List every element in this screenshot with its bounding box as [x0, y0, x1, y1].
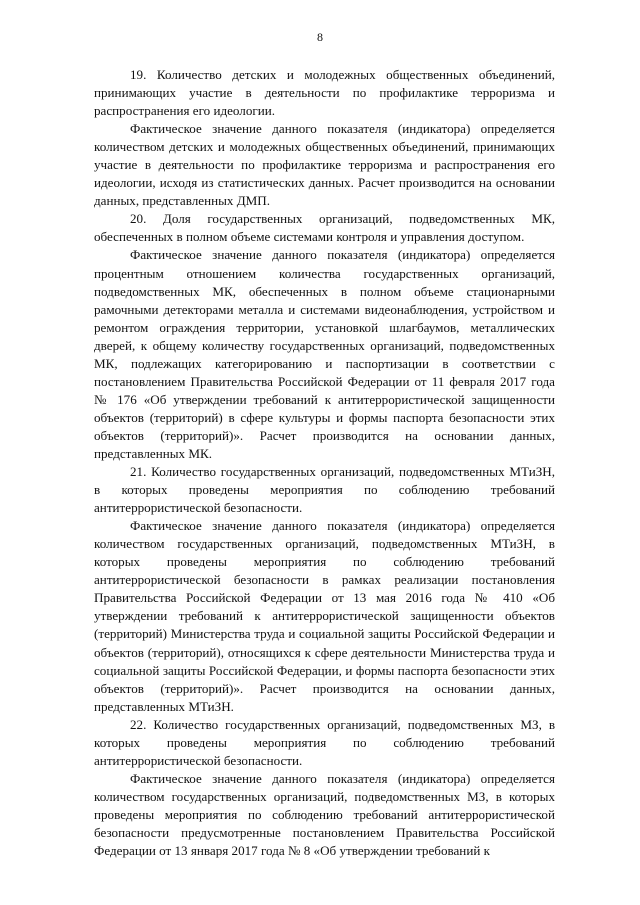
paragraph-item-21-description: Фактическое значение данного показателя (индикатора) определяется количеством государственных организаций, подведомственных МТиЗН, в которых проведены мероприятия по соблюдению требований антитеррористической безопасности в рамках реализации постановления Правительства Российской Федерации от 13 мая 2016 года № 410 «Об утверждении требований к антитеррористической защищенности объектов (территорий) Министерства труда и социальной защиты Российской Федерации и объектов (территорий), относящихся к сфере деятельности Министерства труда и социальной защиты Российской Федерации, и формы паспорта безопасности этих объектов (территорий)». Расчет производится на основании данных, представленных МТиЗН.	[94, 518, 555, 714]
page-number: 8	[317, 30, 323, 44]
paragraph-item-19-description: Фактическое значение данного показателя (индикатора) определяется количеством детских и молодежных общественных объединений, принимающих участие в деятельности по профилактике терроризма и распространения его идеологии, исходя из статистических данных. Расчет производится на основании данных, представленных ДМП.	[94, 121, 555, 209]
paragraph-item-22-heading: 22. Количество государственных организаций, подведомственных МЗ, в которых проведены мероприятия по соблюдению требований антитеррористической безопасности.	[94, 716, 555, 768]
document-body	[94, 66, 555, 860]
paragraph-item-22-description: Фактическое значение данного показателя (индикатора) определяется количеством государственных организаций, подведомственных МЗ, в которых проведены мероприятия по соблюдению требований антитеррористической безопасности предусмотренные постановлением Правительства Российской Федерации от 13 января 2017 года № 8 «Об утверждении требований к	[94, 770, 555, 859]
paragraph-item-19-heading: 19. Количество детских и молодежных общественных объединений, принимающих участие в деятельности по профилактике терроризма и распространения его идеологии.	[94, 67, 555, 119]
paragraph-item-20-heading: 20. Доля государственных организаций, подведомственных МК, обеспеченных в полном объеме системами контроля и управления доступом.	[94, 211, 555, 245]
paragraph-item-20-description: Фактическое значение данного показателя (индикатора) определяется процентным отношением количества государственных организаций, подведомственных МК, обеспеченных в полном объеме стационарными рамочными детекторами металла и системами видеонаблюдения, устройством и ремонтом ограждения территории, установкой шлагбаумов, металлических дверей, к общему количеству государственных организаций, подведомственных МК, подлежащих категорированию и паспортизации в соответствии с постановлением Правительства Российской Федерации от 11 февраля 2017 года № 176 «Об утверждении требований к антитеррористической защищенности объектов (территорий) в сфере культуры и формы паспорта безопасности этих объектов (территорий)». Расчет производится на основании данных, представленных МК.	[94, 247, 555, 461]
paragraph-item-21-heading: 21. Количество государственных организаций, подведомственных МТиЗН, в которых проведены мероприятия по соблюдению требований антитеррористической безопасности.	[94, 464, 555, 516]
